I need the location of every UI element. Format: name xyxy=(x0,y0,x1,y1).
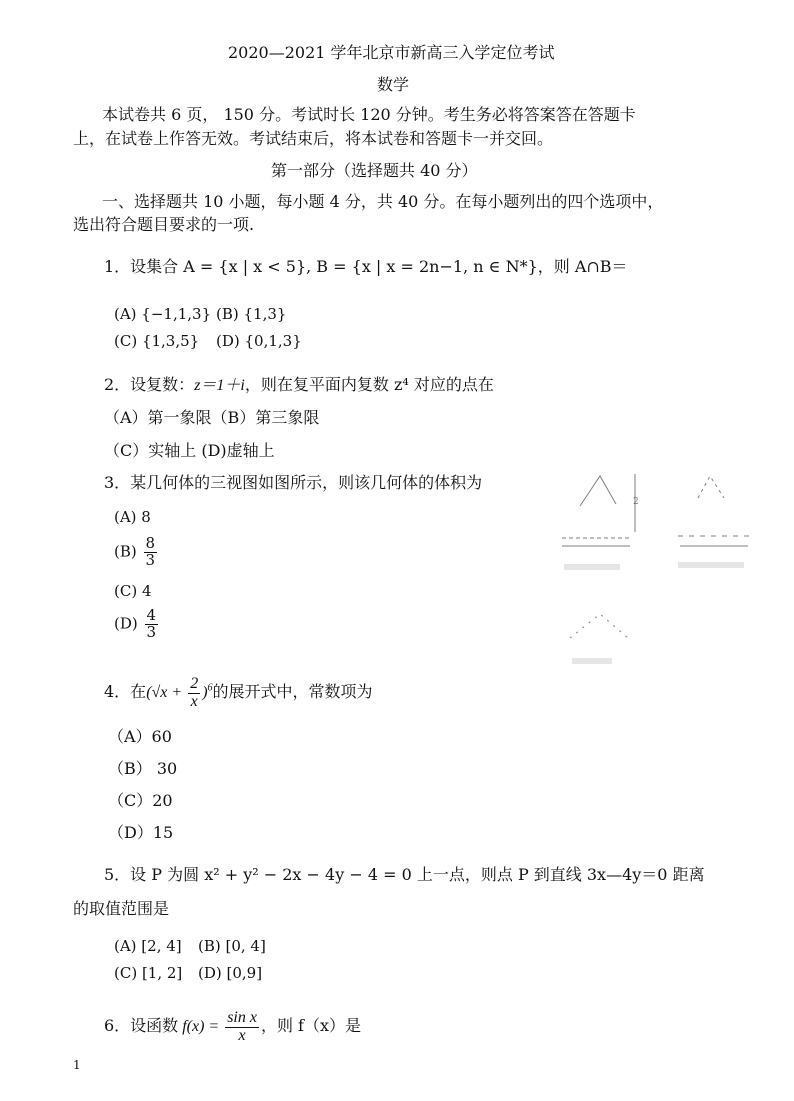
q3-stem: 3．某几何体的三视图如图所示，则该几何体的体积为 xyxy=(104,473,483,492)
height-dimension-value: 2 xyxy=(633,497,639,507)
q6-stem-pre: 6．设函数 xyxy=(104,1015,179,1035)
q2-stem-pre: 2．设复数： xyxy=(104,375,195,394)
subject-title: 数学 xyxy=(377,75,410,94)
q3-option-b-fraction xyxy=(144,536,158,569)
q2-stem xyxy=(104,372,494,395)
q3-option-d-numerator: 4 xyxy=(146,606,157,624)
q6-stem-post: ，则 f（x）是 xyxy=(260,1015,362,1035)
q3-option-d xyxy=(114,608,160,641)
q6-function-expression: f(x) = $\frac{\text{sin x}}{x}$ xyxy=(178,1009,257,1044)
q2-stem-post: ，则在复平面内复数 z⁴ 对应的点在 xyxy=(244,375,494,394)
q5-stem: 5．设 P 为圆 x² + y² − 2x − 4y − 4 = 0 上一点，则点 P 到直线 3x—4y＝0 距离 xyxy=(104,865,705,884)
q2-options-ab: （A）第一象限（B）第三象限 xyxy=(104,408,320,427)
q4-stem-post: 的展开式中，常数项为 xyxy=(212,681,373,701)
page-number: 1 xyxy=(73,1058,81,1072)
three-view-figure xyxy=(548,468,768,678)
top-view-label-blur xyxy=(572,658,612,664)
q4-option-b: （B） 30 xyxy=(108,759,178,778)
q4-option-c: （C）20 xyxy=(108,791,173,810)
q3-option-b-denominator: 3 xyxy=(145,550,156,569)
q1-option-b: (B) {1,3} xyxy=(216,305,287,323)
q5-option-d: (D) [0,9] xyxy=(198,964,263,982)
q3-option-c: (C) 4 xyxy=(114,582,152,600)
front-view-label-blur xyxy=(564,564,620,570)
q2-stem-math: z＝1＋i xyxy=(194,377,245,394)
exam-title: 2020—2021 学年北京市新高三入学定位考试 xyxy=(228,43,555,62)
q1-option-a: (A) {−1,1,3} xyxy=(114,305,212,323)
q4-stem xyxy=(104,676,373,711)
part-title: 第一部分（选择题共 40 分） xyxy=(271,161,478,180)
q3-option-d-denominator: 3 xyxy=(146,622,157,641)
q4-option-d: （D）15 xyxy=(108,823,174,842)
q2-options-cd: （C）实轴上 (D)虚轴上 xyxy=(104,441,275,460)
side-view-outline xyxy=(698,476,724,498)
section-line-2: 选出符合题目要求的一项. xyxy=(73,215,255,234)
q3-option-b-numerator: 8 xyxy=(145,534,156,552)
front-view-outline xyxy=(580,476,616,506)
q1-option-c: (C) {1,3,5} xyxy=(114,332,200,350)
q5-option-b: (B) [0, 4] xyxy=(198,937,266,955)
q3-option-a: (A) 8 xyxy=(114,508,151,526)
q1-option-d: (D) {0,1,3} xyxy=(216,332,302,350)
q6-stem xyxy=(104,1010,361,1045)
top-view-outline xyxy=(570,614,628,638)
intro-line-1: 本试卷共 6 页， 150 分。考试时长 120 分钟。考生务必将答案答在答题卡 xyxy=(102,105,636,124)
q5-option-c: (C) [1, 2] xyxy=(114,964,183,982)
q5-stem-continued: 的取值范围是 xyxy=(73,899,170,918)
intro-line-2: 上，在试卷上作答无效。考试结束后，将本试卷和答题卡一并交回。 xyxy=(73,129,554,148)
q3-option-b xyxy=(114,536,159,569)
q5-option-a: (A) [2, 4] xyxy=(114,937,182,955)
section-line-1: 一、选择题共 10 小题，每小题 4 分，共 40 分。在每小题列出的四个选项中， xyxy=(102,192,664,211)
q1-stem: 1．设集合 A = {x | x < 5}, B = {x | x = 2n−1, n ∈ N*}，则 A∩B＝ xyxy=(104,257,628,276)
q3-option-d-label: (D) xyxy=(114,614,138,633)
side-view-label-blur xyxy=(678,562,744,568)
q4-binomial-expression: (√x + $\frac{2}{x}$ )$^6$ xyxy=(146,675,213,710)
q4-stem-pre: 4．在 xyxy=(104,681,147,701)
q3-option-d-fraction xyxy=(145,608,159,641)
q3-option-b-label: (B) xyxy=(114,542,137,561)
q4-option-a: （A）60 xyxy=(108,727,172,746)
